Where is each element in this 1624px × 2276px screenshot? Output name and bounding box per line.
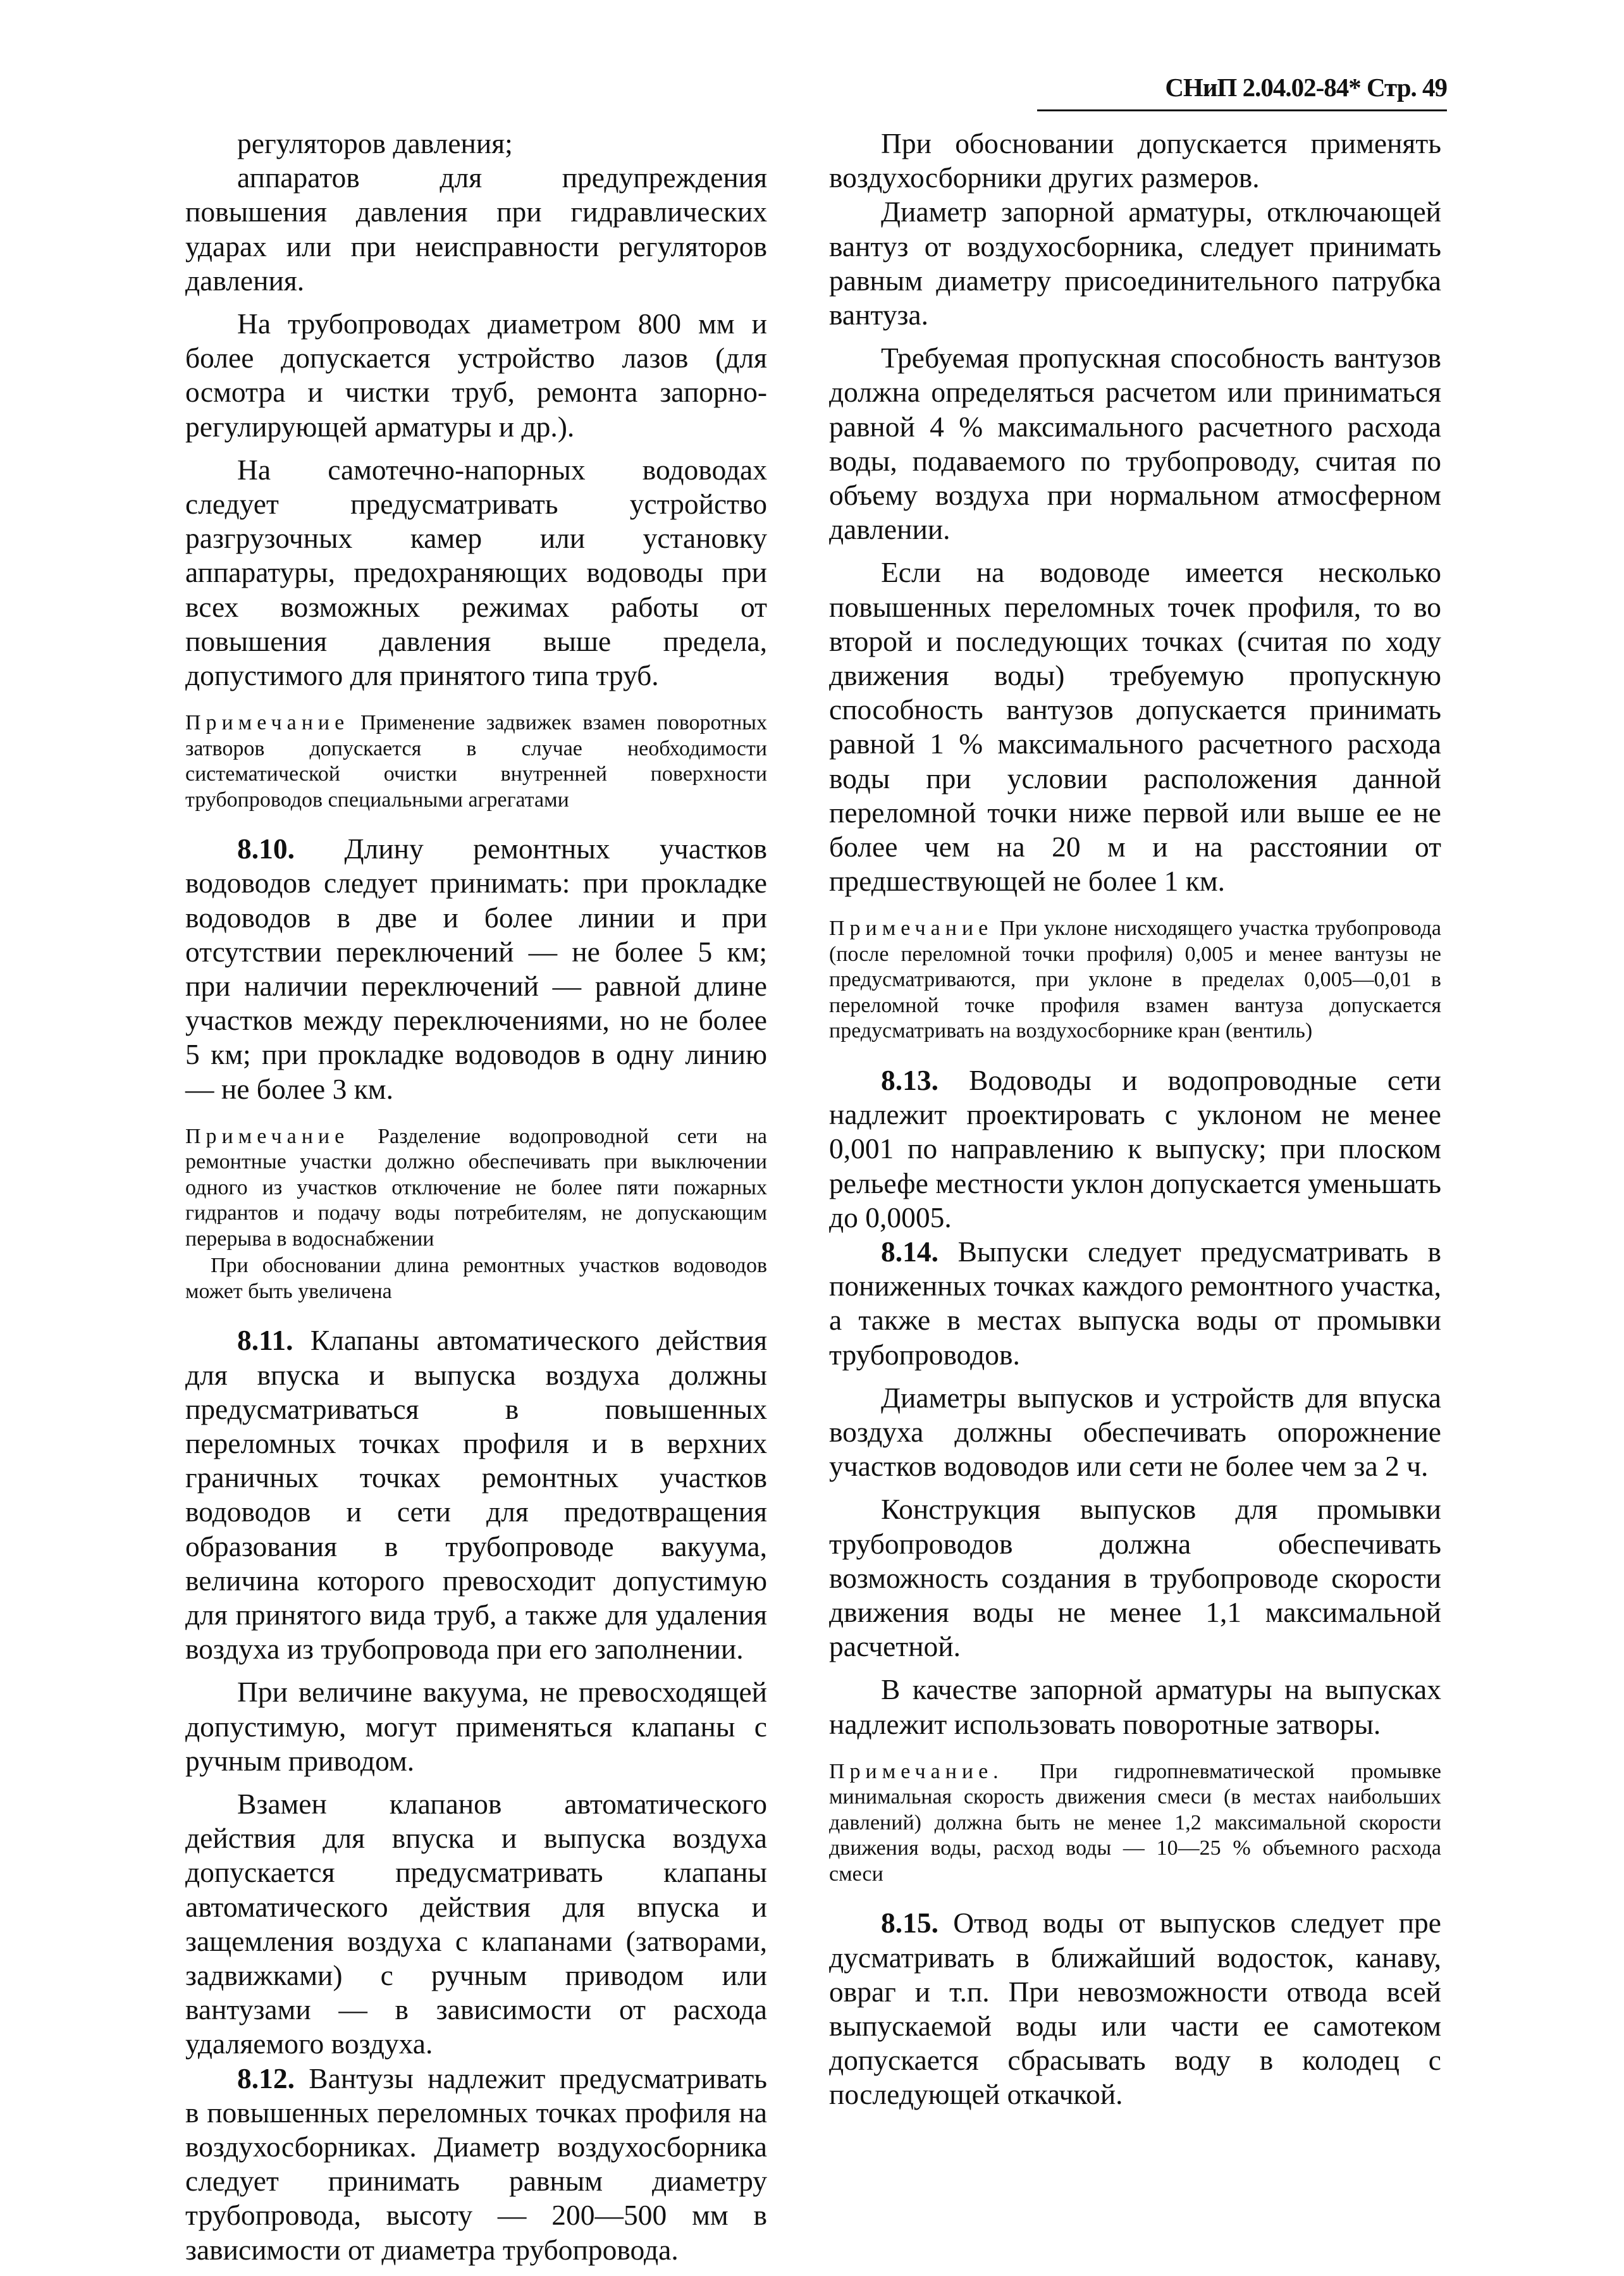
section-8-12 (185, 2062, 767, 2267)
section-8-14 (829, 1235, 1441, 1372)
note-text: Применение задвижек взамен поворотных затворов допускается в случае необходимости систематической очистки внутренней поверхности трубопроводов специальными агрегатами (185, 711, 767, 812)
paragraph: Диаметры выпусков и устройств для впуска воздуха должны обеспечивать опорожнение участков водоводов или сети не более чем за 2 ч. (829, 1381, 1441, 1483)
section-text: Отвод воды от выпусков следует пре дусматривать в ближайший водосток, канаву, овраг и т.п. При невозможности отвода всей выпускаемой воды или части ее самотеком допускается сбрасывать воду в колодец с последующей откачкой. (829, 1907, 1441, 2111)
paragraph: Если на водоводе имеется несколько повышенных переломных точек профиля, то во второй и последующих точках (считая по ходу движения воды) требуемую пропускную способность вантузов допускается принимать равной 1 % максимального расчетного расхода воды при условии расположения данной переломной точки ниже первой или выше ее не более чем на 20 м и на расстоянии от предшествующей не более 1 км. (829, 556, 1441, 898)
section-text: Клапаны автоматического действия для впуска и выпуска воздуха должны предусматриваться в повышенных переломных точках профиля и в верхних граничных точках ремонтных участков водоводов и сети для предотвращения образования в трубопроводе вакуума, величина которого превосходит допустимую для принятого вида труб, а также для удаления воздуха из трубопровода при его заполнении. (185, 1324, 767, 1666)
section-8-11 (185, 1323, 767, 1666)
section-8-15 (829, 1906, 1441, 2112)
paragraph: регуляторов давления; (237, 127, 513, 159)
note-label: Примечание (185, 1124, 350, 1148)
section-text: Выпуски следует предусматривать в пониженных точках каждого ремонтного участка, а также в местах выпуска воды от промывки трубопроводов. (829, 1235, 1441, 1371)
note-label: Примечание (185, 711, 350, 735)
section-number: 8.10. (237, 832, 295, 865)
note (185, 1124, 767, 1252)
note-label: Примечание. (829, 1759, 1004, 1783)
header-title: СНиП 2.04.02-84* Стр. 49 (1165, 73, 1447, 102)
section-number: 8.14. (881, 1235, 938, 1268)
paragraph: Диаметр запорной арматуры, отключающей вантуз от воздухосборника, следует принимать равным диаметру присоединительного патрубка вантуза. (829, 195, 1441, 331)
page-header (1037, 58, 1447, 111)
paragraph: Требуемая пропускная способность вантузов должна определяться расчетом или приниматься равной 4 % максимального расчетного расхода воды, подаваемого по трубопроводу, считая по объему воздуха при нормальном атмосферном давлении. (829, 342, 1441, 546)
note-text: При гидропневматической промывке минимальная скорость движения смеси (в местах наибольших давлений) должна быть не менее 1,2 максимальной скорости движения воды, расход воды — 10—25 % объемного расхода смеси (829, 1759, 1441, 1886)
right-column (829, 127, 1441, 2121)
paragraph: На трубопроводах диаметром 800 мм и более допускается устройство лазов (для осмотра и чистки труб, ремонта запорно-регулирующей арматуры и др.). (185, 307, 767, 443)
section-text: Вантузы надлежит предусматривать в повышенных переломных точках профиля на воздухосборниках. Диаметр воздухосборника следует принимать равным диаметру трубопровода, высоту — 200—500 мм в зависимости от диаметра трубопровода. (185, 2062, 767, 2266)
left-column (185, 127, 767, 2276)
section-text: Водоводы и водопроводные сети надлежит проектировать с уклоном не менее 0,001 по направлению к выпуску; при плоском рельефе местности уклон допускается уменьшать до 0,0005. (829, 1063, 1442, 1234)
section-number: 8.12. (237, 2062, 295, 2094)
section-text: Длину ремонтных участков водоводов следует принимать: при прокладке водоводов в две и более линии и при отсутствии переключений — не более 5 км; при наличии переключений — равной длине участков между переключениями, но не более 5 км; при прокладке водоводов в одну линию — не более 3 км. (185, 832, 767, 1105)
paragraph: аппаратов для предупреждения повышения давления при гидравлических ударах или при неисправности регуляторов давления. (185, 161, 767, 297)
paragraph: При обосновании допускается применять воздухосборники других размеров. (829, 127, 1441, 194)
paragraph: Конструкция выпусков для промывки трубопроводов должна обеспечивать возможность создания в трубопроводе скорости движения воды не менее 1,1 максимальной расчетной. (829, 1493, 1441, 1663)
note (185, 710, 767, 813)
section-8-13 (829, 1063, 1441, 1235)
note-text: Разделение водопроводной сети на ремонтные участки должно обеспечивать при выключении одного из участков отключение не более пяти пожарных гидрантов и подачу воды потребителям, не допускающим перерыва в водоснабжении (185, 1124, 767, 1251)
paragraph: Взамен клапанов автоматического действия для впуска и выпуска воздуха допускается предусматривать клапаны автоматического действия для впуска и защемления воздуха с клапанами (затворами, задвижками) с ручным приводом или вантузами — в зависимости от расхода удаляемого воздуха. (185, 1788, 767, 2060)
section-number: 8.13. (881, 1063, 938, 1096)
note (829, 1759, 1441, 1888)
note (829, 916, 1441, 1044)
note-continuation: При обосновании длина ремонтных участков водоводов может быть увеличена (185, 1254, 767, 1303)
paragraph: На самотечно-напорных водоводах следует предусматривать устройство разгрузочных камер или установку аппаратуры, предохраняющих водоводы при всех возможных режимах работы от повышения давления выше предела, допустимого для принятого типа труб. (185, 453, 767, 692)
note-label: Примечание (829, 917, 993, 941)
section-number: 8.11. (237, 1324, 293, 1357)
section-8-10 (185, 832, 767, 1106)
note-text: При уклоне нисходящего участка трубопровода (после переломной точки профиля) 0,005 и менее вантузы не предусматриваются, при уклоне в пределах 0,005—0,01 в переломной точке профиля взамен вантуза допускается предусматривать на воздухосборнике кран (вентиль) (829, 917, 1441, 1043)
paragraph: В качестве запорной арматуры на выпусках надлежит использовать поворотные затворы. (829, 1673, 1441, 1740)
paragraph: При величине вакуума, не превосходящей допустимую, могут применяться клапаны с ручным приводом. (185, 1676, 767, 1777)
section-number: 8.15. (881, 1907, 938, 1939)
